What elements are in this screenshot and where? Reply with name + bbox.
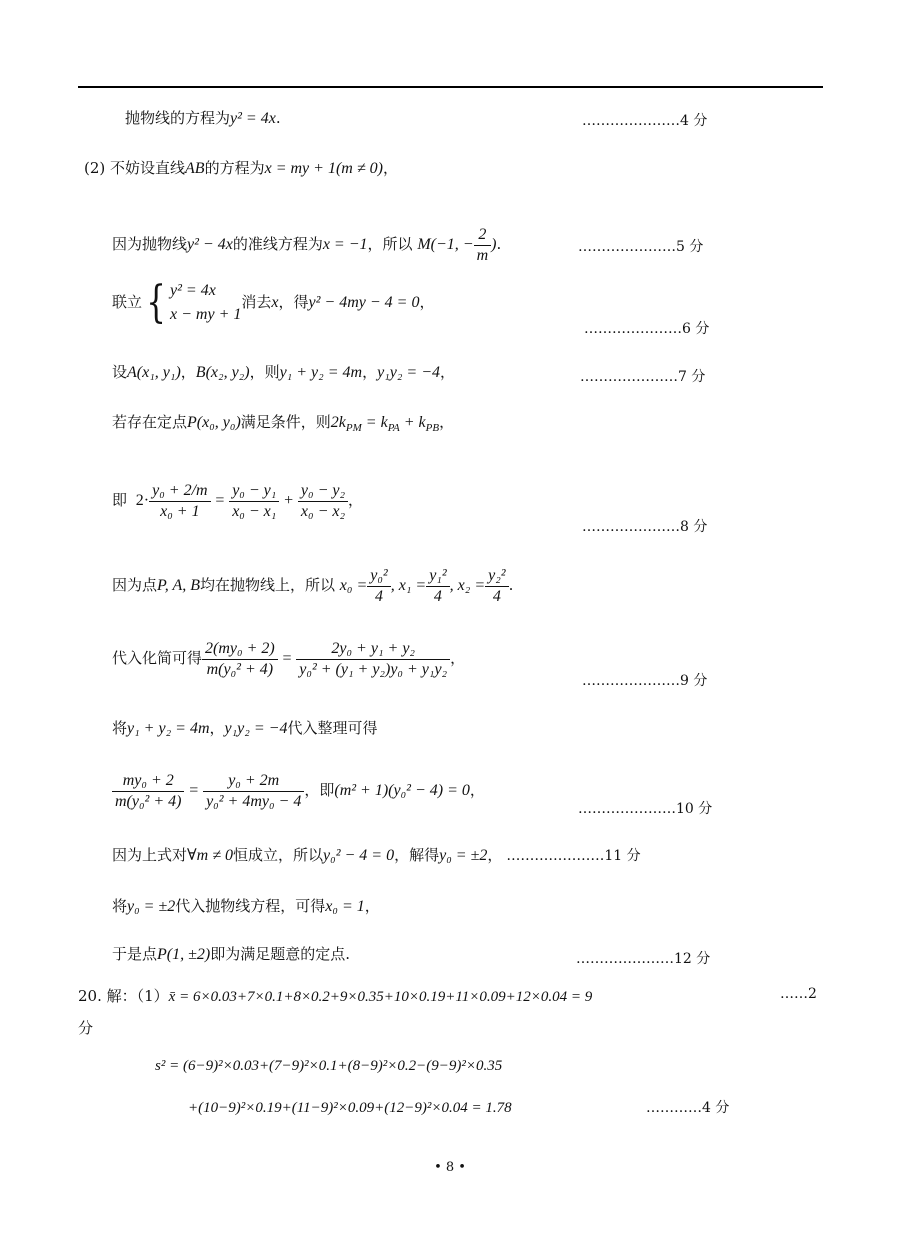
text: 的方程为 bbox=[204, 159, 265, 177]
numerator: y₀ − y₁ bbox=[229, 481, 279, 502]
text: ， bbox=[419, 293, 435, 311]
numerator: y₀ − y₂ bbox=[298, 481, 348, 502]
line-identity bbox=[112, 845, 641, 866]
denominator: m(y₀² + 4) bbox=[206, 660, 274, 678]
text: 均在抛物线上，所以 bbox=[199, 576, 335, 594]
formula: y² = 4x bbox=[230, 110, 276, 127]
text: ， bbox=[382, 159, 398, 177]
text: ，即 bbox=[304, 781, 335, 799]
text: 的准线方程为 bbox=[232, 235, 323, 253]
denominator: m(y₀² + 4) bbox=[115, 792, 182, 810]
line-variance-1 bbox=[155, 1055, 502, 1076]
formula: y₁y₂ = −4 bbox=[377, 364, 440, 381]
text: (2) 不妨设直线 bbox=[84, 159, 186, 177]
text: 即为满足题意的定点. bbox=[210, 945, 351, 963]
text: 抛物线的方程为 bbox=[125, 109, 231, 127]
text: ，则 bbox=[249, 363, 280, 381]
text: 联立 bbox=[112, 293, 143, 311]
fraction bbox=[474, 225, 492, 266]
denominator: y₀² + 4my₀ − 4 bbox=[206, 792, 302, 810]
text: 将 bbox=[112, 719, 128, 737]
line-vieta bbox=[112, 362, 455, 383]
formula: + bbox=[284, 492, 294, 509]
formula: s² = (6−9)²×0.03+(7−9)²×0.1+(8−9)²×0.2−(9−9)²×0.35 bbox=[155, 1058, 503, 1074]
equation: x − my + 1 bbox=[170, 306, 242, 323]
line-parabola-equation bbox=[125, 108, 281, 129]
text: ， bbox=[364, 897, 380, 915]
line-system bbox=[112, 276, 434, 329]
formula: , x₂ = bbox=[449, 577, 486, 594]
text: 若存在定点 bbox=[112, 413, 188, 431]
formula: y₀² − 4 = 0 bbox=[323, 847, 395, 864]
denominator: m bbox=[476, 246, 489, 264]
text: 设 bbox=[112, 363, 128, 381]
fraction bbox=[367, 566, 390, 607]
text: ， bbox=[487, 846, 503, 864]
denominator: 4 bbox=[433, 587, 442, 605]
line-variance-2 bbox=[188, 1097, 512, 1118]
score-4: …………………4 分 bbox=[582, 113, 708, 129]
text: ， bbox=[440, 363, 456, 381]
formula: P(x₀, y₀) bbox=[187, 414, 241, 431]
formula: 2k bbox=[330, 414, 346, 431]
formula: B(x₂, y₂) bbox=[195, 364, 250, 381]
score-11: …………………11 分 bbox=[506, 848, 641, 864]
line-fen: 分 bbox=[78, 1019, 94, 1037]
text: ，解得 bbox=[394, 846, 440, 864]
denominator: 4 bbox=[492, 587, 501, 605]
subscript: PB bbox=[425, 422, 440, 434]
text: 恒成立，所以 bbox=[233, 846, 324, 864]
subscript: PM bbox=[345, 422, 362, 434]
header-rule bbox=[78, 86, 823, 88]
score-9: …………………9 分 bbox=[582, 673, 708, 689]
formula: x = my + 1(m ≠ 0) bbox=[264, 160, 383, 177]
denominator: x₀ − x₁ bbox=[232, 502, 277, 520]
formula: P(1, ±2) bbox=[157, 946, 211, 963]
score-7: …………………7 分 bbox=[580, 369, 706, 385]
formula: ∀m ≠ 0 bbox=[187, 847, 234, 864]
formula: x = −1 bbox=[322, 236, 368, 253]
formula: +(10−9)²×0.19+(11−9)²×0.09+(12−9)²×0.04 = 1.78 bbox=[188, 1100, 512, 1116]
text: ，得 bbox=[278, 293, 309, 311]
numerator: 2y₀ + y₁ + y₂ bbox=[296, 639, 450, 660]
text: . bbox=[275, 109, 281, 127]
text: 因为点 bbox=[112, 576, 158, 594]
fraction bbox=[203, 771, 304, 812]
line-result-equation bbox=[112, 760, 485, 821]
score-12: …………………12 分 bbox=[576, 951, 711, 967]
text: ， bbox=[439, 413, 455, 431]
brace: { bbox=[146, 277, 166, 328]
formula: y₁ + y₂ = 4m bbox=[279, 364, 363, 381]
formula: y₁ + y₂ = 4m bbox=[127, 720, 210, 737]
fraction bbox=[112, 771, 184, 812]
text: 因为上式对 bbox=[112, 846, 188, 864]
line-q20-mean bbox=[78, 986, 592, 1007]
numerator: y₀ + 2/m bbox=[149, 481, 210, 502]
formula: y² − 4my − 4 = 0 bbox=[308, 294, 420, 311]
text: . bbox=[496, 235, 502, 253]
fraction bbox=[229, 481, 279, 522]
text: ， bbox=[209, 719, 225, 737]
formula: A(x₁, y₁) bbox=[127, 364, 181, 381]
formula: , x₁ = bbox=[390, 577, 427, 594]
score-10: …………………10 分 bbox=[578, 801, 713, 817]
formula: = bbox=[282, 650, 292, 667]
text: ， bbox=[180, 363, 196, 381]
text: ， bbox=[450, 649, 466, 667]
text: 代入化简可得 bbox=[112, 649, 203, 667]
equation: y² = 4x bbox=[170, 282, 216, 299]
text: 20. 解：（1） bbox=[78, 987, 169, 1005]
fraction bbox=[149, 481, 210, 522]
denominator: 4 bbox=[374, 587, 383, 605]
numerator: y₀ + 2m bbox=[203, 771, 304, 792]
formula: y₀ = ±2 bbox=[439, 847, 488, 864]
formula: M(−1, − bbox=[417, 236, 474, 253]
score-4b: …………4 分 bbox=[646, 1100, 730, 1116]
text: 消去 bbox=[241, 293, 272, 311]
formula: x₀ = 1 bbox=[325, 898, 365, 915]
text: 因为抛物线 bbox=[112, 235, 188, 253]
line-fixed-point bbox=[112, 412, 454, 438]
fraction bbox=[202, 639, 278, 680]
text: ， bbox=[469, 781, 485, 799]
score-2: ……2 bbox=[780, 986, 817, 1002]
numerator: 2(my₀ + 2) bbox=[202, 639, 278, 660]
formula: x̄ = 6×0.03+7×0.1+8×0.2+9×0.35+10×0.19+11×0.09+12×0.04 = 9 bbox=[168, 989, 593, 1005]
formula: = k bbox=[361, 414, 388, 431]
fraction bbox=[298, 481, 348, 522]
numerator: 2 bbox=[474, 225, 492, 246]
numerator: my₀ + 2 bbox=[112, 771, 184, 792]
score-8: …………………8 分 bbox=[582, 519, 708, 535]
formula: x₀ = bbox=[339, 577, 368, 594]
denominator: y₀² + (y₁ + y₂)y₀ + y₁y₂ bbox=[299, 660, 448, 678]
numerator: y₁² bbox=[426, 566, 449, 587]
fraction bbox=[296, 639, 450, 680]
equation-system bbox=[170, 279, 241, 327]
line-substitute-vieta bbox=[112, 718, 377, 739]
text: ， bbox=[348, 491, 364, 509]
denominator: x₀ + 1 bbox=[160, 502, 200, 520]
formula: + k bbox=[399, 414, 426, 431]
line-conclusion bbox=[112, 944, 350, 965]
text: 满足条件，则 bbox=[240, 413, 331, 431]
formula: ) bbox=[491, 236, 497, 253]
text: ，所以 bbox=[367, 235, 413, 253]
formula: 2· bbox=[135, 492, 150, 509]
text: . bbox=[508, 576, 514, 594]
text: 代入抛物线方程，可得 bbox=[175, 897, 326, 915]
formula: AB bbox=[185, 160, 205, 177]
line-substitute-simplify bbox=[112, 630, 465, 687]
text: 代入整理可得 bbox=[287, 719, 378, 737]
formula: = bbox=[215, 492, 225, 509]
line-x0 bbox=[112, 896, 380, 917]
formula: y² − 4x bbox=[187, 236, 233, 253]
numerator: y₀² bbox=[367, 566, 390, 587]
fraction bbox=[426, 566, 449, 607]
score-5: …………………5 分 bbox=[578, 239, 704, 255]
formula: x bbox=[271, 294, 279, 311]
text: 将 bbox=[112, 897, 128, 915]
line-points-on-parabola bbox=[112, 560, 513, 611]
numerator: y₂² bbox=[485, 566, 508, 587]
formula: = bbox=[189, 782, 199, 799]
page-number: • 8 • bbox=[434, 1160, 466, 1175]
subscript: PA bbox=[387, 422, 400, 434]
denominator: x₀ − x₂ bbox=[300, 502, 346, 520]
text: 即 bbox=[112, 491, 128, 509]
text: ， bbox=[362, 363, 378, 381]
formula: P, A, B bbox=[157, 577, 200, 594]
formula: y₁y₂ = −4 bbox=[224, 720, 288, 737]
line-slope-equation bbox=[112, 470, 363, 531]
text: 于是点 bbox=[112, 945, 158, 963]
formula: (m² + 1)(y₀² − 4) = 0 bbox=[334, 782, 470, 799]
formula: y₀ = ±2 bbox=[127, 898, 176, 915]
line-directrix bbox=[112, 222, 501, 267]
fraction bbox=[485, 566, 508, 607]
line-assume-ab bbox=[84, 158, 398, 179]
score-6: …………………6 分 bbox=[584, 321, 710, 337]
